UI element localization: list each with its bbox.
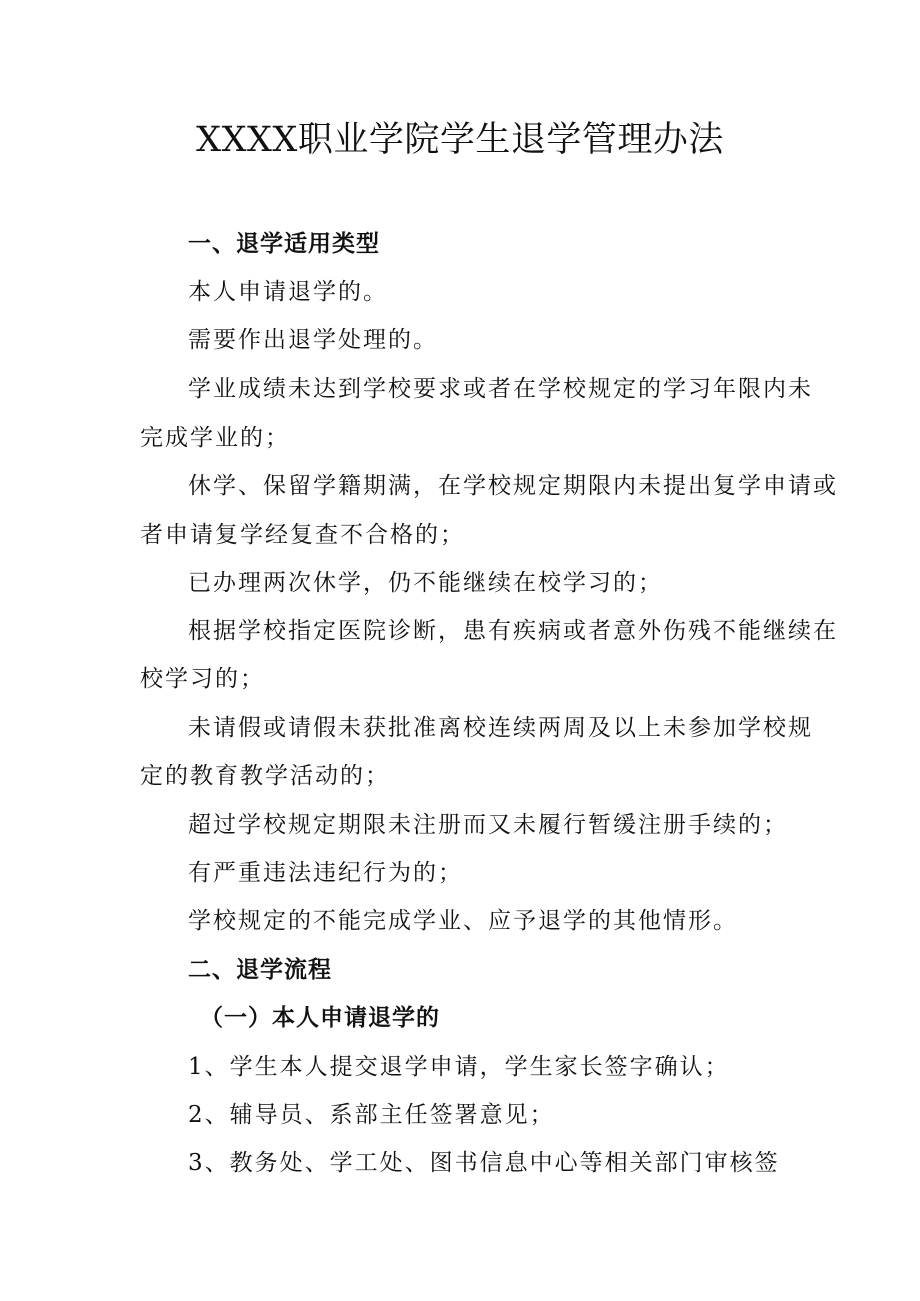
section-heading-2: 二、退学流程 <box>188 957 332 983</box>
document-title: XXXX职业学院学生退学管理办法 <box>196 120 724 160</box>
step-line: 1、学生本人提交退学申请，学生家长签字确认； <box>188 1054 730 1080</box>
paragraph-line: 定的教育教学活动的； <box>140 763 390 789</box>
paragraph-line: 学业成绩未达到学校要求或者在学校规定的学习年限内未 <box>188 376 813 402</box>
paragraph-line: 本人申请退学的。 <box>188 279 388 305</box>
step-line: 3、教务处、学工处、图书信息中心等相关部门审核签 <box>188 1150 780 1176</box>
paragraph-line: 休学、保留学籍期满，在学校规定期限内未提出复学申请或 <box>188 473 838 499</box>
paragraph-line: 需要作出退学处理的。 <box>188 327 438 353</box>
paragraph-line: 者申请复学经复查不合格的； <box>140 522 465 548</box>
paragraph-line: 完成学业的； <box>140 425 290 451</box>
paragraph-line: 学校规定的不能完成学业、应予退学的其他情形。 <box>188 908 738 934</box>
step-line: 2、辅导员、系部主任签署意见； <box>188 1102 555 1128</box>
subsection-heading: （一）本人申请退学的 <box>200 1005 440 1031</box>
paragraph-line: 有严重违法违纪行为的； <box>188 860 463 886</box>
paragraph-line: 根据学校指定医院诊断，患有疾病或者意外伤残不能继续在 <box>188 618 838 644</box>
paragraph-line: 超过学校规定期限未注册而又未履行暂缓注册手续的； <box>188 812 788 838</box>
section-heading-1: 一、退学适用类型 <box>188 231 380 257</box>
paragraph-line: 已办理两次休学，仍不能继续在校学习的； <box>188 570 663 596</box>
paragraph-line: 未请假或请假未获批准离校连续两周及以上未参加学校规 <box>188 715 813 741</box>
paragraph-line: 校学习的； <box>140 666 265 692</box>
